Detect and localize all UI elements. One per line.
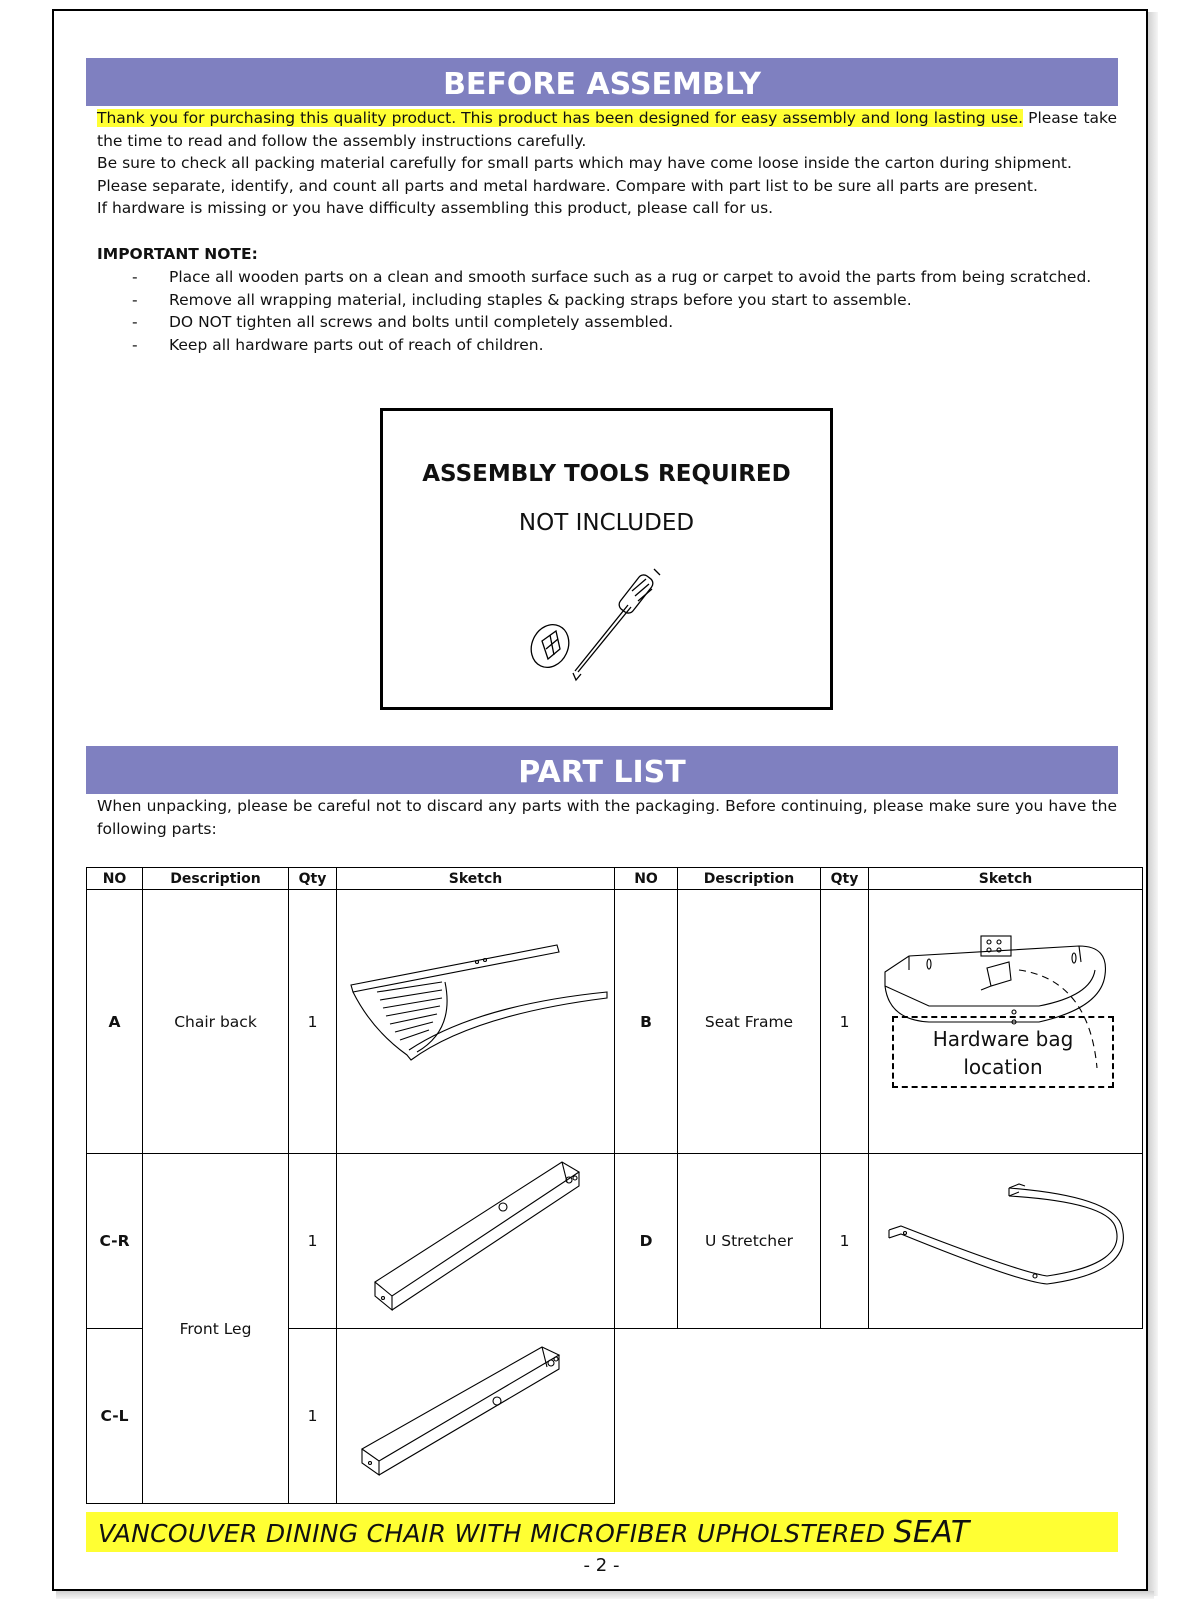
part-qty: 1 (289, 1154, 337, 1329)
intro-highlight: Thank you for purchasing this quality product. This product has been designed for easy assembly and long lasting use. (97, 109, 1024, 127)
part-sketch (869, 890, 1143, 1154)
tools-title: ASSEMBLY TOOLS REQUIRED (422, 461, 791, 487)
table-header-row (87, 868, 1143, 890)
product-name-end: SEAT (893, 1515, 970, 1550)
screwdriver-icon (528, 561, 688, 686)
list-item: - Place all wooden parts on a clean and smooth surface such as a rug or carpet to avoid the parts from being scratched. (132, 268, 1092, 286)
header-no: NO (87, 868, 143, 890)
part-description: U Stretcher (678, 1154, 821, 1329)
part-sketch (337, 1154, 615, 1329)
intro-line-2: Be sure to check all packing material carefully for small parts which may have come loose inside the carton during shipment. (97, 154, 1072, 172)
header-sketch-2: Sketch (869, 868, 1143, 890)
chair-back-sketch (337, 890, 614, 1149)
header-qty: Qty (289, 868, 337, 890)
header-sketch: Sketch (337, 868, 615, 890)
list-item: - Keep all hardware parts out of reach of children. (132, 335, 544, 354)
tools-subtitle: NOT INCLUDED (518, 510, 695, 536)
intro-rest: Please take the time to read and follow the assembly instructions carefully. (97, 109, 1117, 150)
important-note-heading: IMPORTANT NOTE: (97, 245, 258, 263)
part-qty: 1 (289, 890, 337, 1154)
part-list-heading: PART LIST (86, 746, 1118, 794)
table-row (87, 1154, 1143, 1329)
part-no: D (615, 1154, 678, 1329)
part-description: Front Leg (143, 1154, 289, 1504)
front-leg-left-sketch (337, 1329, 614, 1499)
product-name-bar (86, 1512, 1118, 1552)
part-description: Chair back (143, 890, 289, 1154)
part-qty: 1 (289, 1329, 337, 1504)
part-qty: 1 (821, 890, 869, 1154)
part-sketch (869, 1154, 1143, 1329)
intro-line-3: Please separate, identify, and count all parts and metal hardware. Compare with part list to be sure all parts are present. (97, 176, 1038, 195)
list-item: - DO NOT tighten all screws and bolts until completely assembled. (132, 313, 674, 331)
part-no: C-R (87, 1154, 143, 1329)
part-no: B (615, 890, 678, 1154)
part-list-intro: When unpacking, please be careful not to discard any parts with the packaging. Before continuing, please make sure you have the following parts: (97, 797, 1117, 838)
part-description: Seat Frame (678, 890, 821, 1154)
page-number: - 2 - (583, 1555, 620, 1576)
part-sketch (337, 890, 615, 1154)
header-no-2: NO (615, 868, 678, 890)
part-sketch (337, 1329, 615, 1504)
table-row (87, 890, 1143, 1154)
front-leg-right-sketch (337, 1154, 614, 1324)
intro-line-4: If hardware is missing or you have difficulty assembling this product, please call for us. (97, 199, 774, 217)
header-qty-2: Qty (821, 868, 869, 890)
before-assembly-heading: BEFORE ASSEMBLY (86, 58, 1118, 106)
part-no: A (87, 890, 143, 1154)
intro-paragraph (97, 107, 1117, 152)
part-qty: 1 (821, 1154, 869, 1329)
hardware-bag-note: Hardware bag location (892, 1016, 1114, 1088)
tools-box (380, 408, 833, 710)
u-stretcher-sketch (869, 1154, 1142, 1324)
important-note-list (97, 266, 1117, 356)
list-item: - Remove all wrapping material, including staples & packing straps before you start to assemble. (132, 290, 912, 309)
header-description-2: Description (678, 868, 821, 890)
product-name: VANCOUVER DINING CHAIR WITH MICROFIBER UPHOLSTERED (98, 1519, 886, 1548)
header-description: Description (143, 868, 289, 890)
part-no: C-L (87, 1329, 143, 1504)
part-list-table (86, 867, 1143, 1504)
